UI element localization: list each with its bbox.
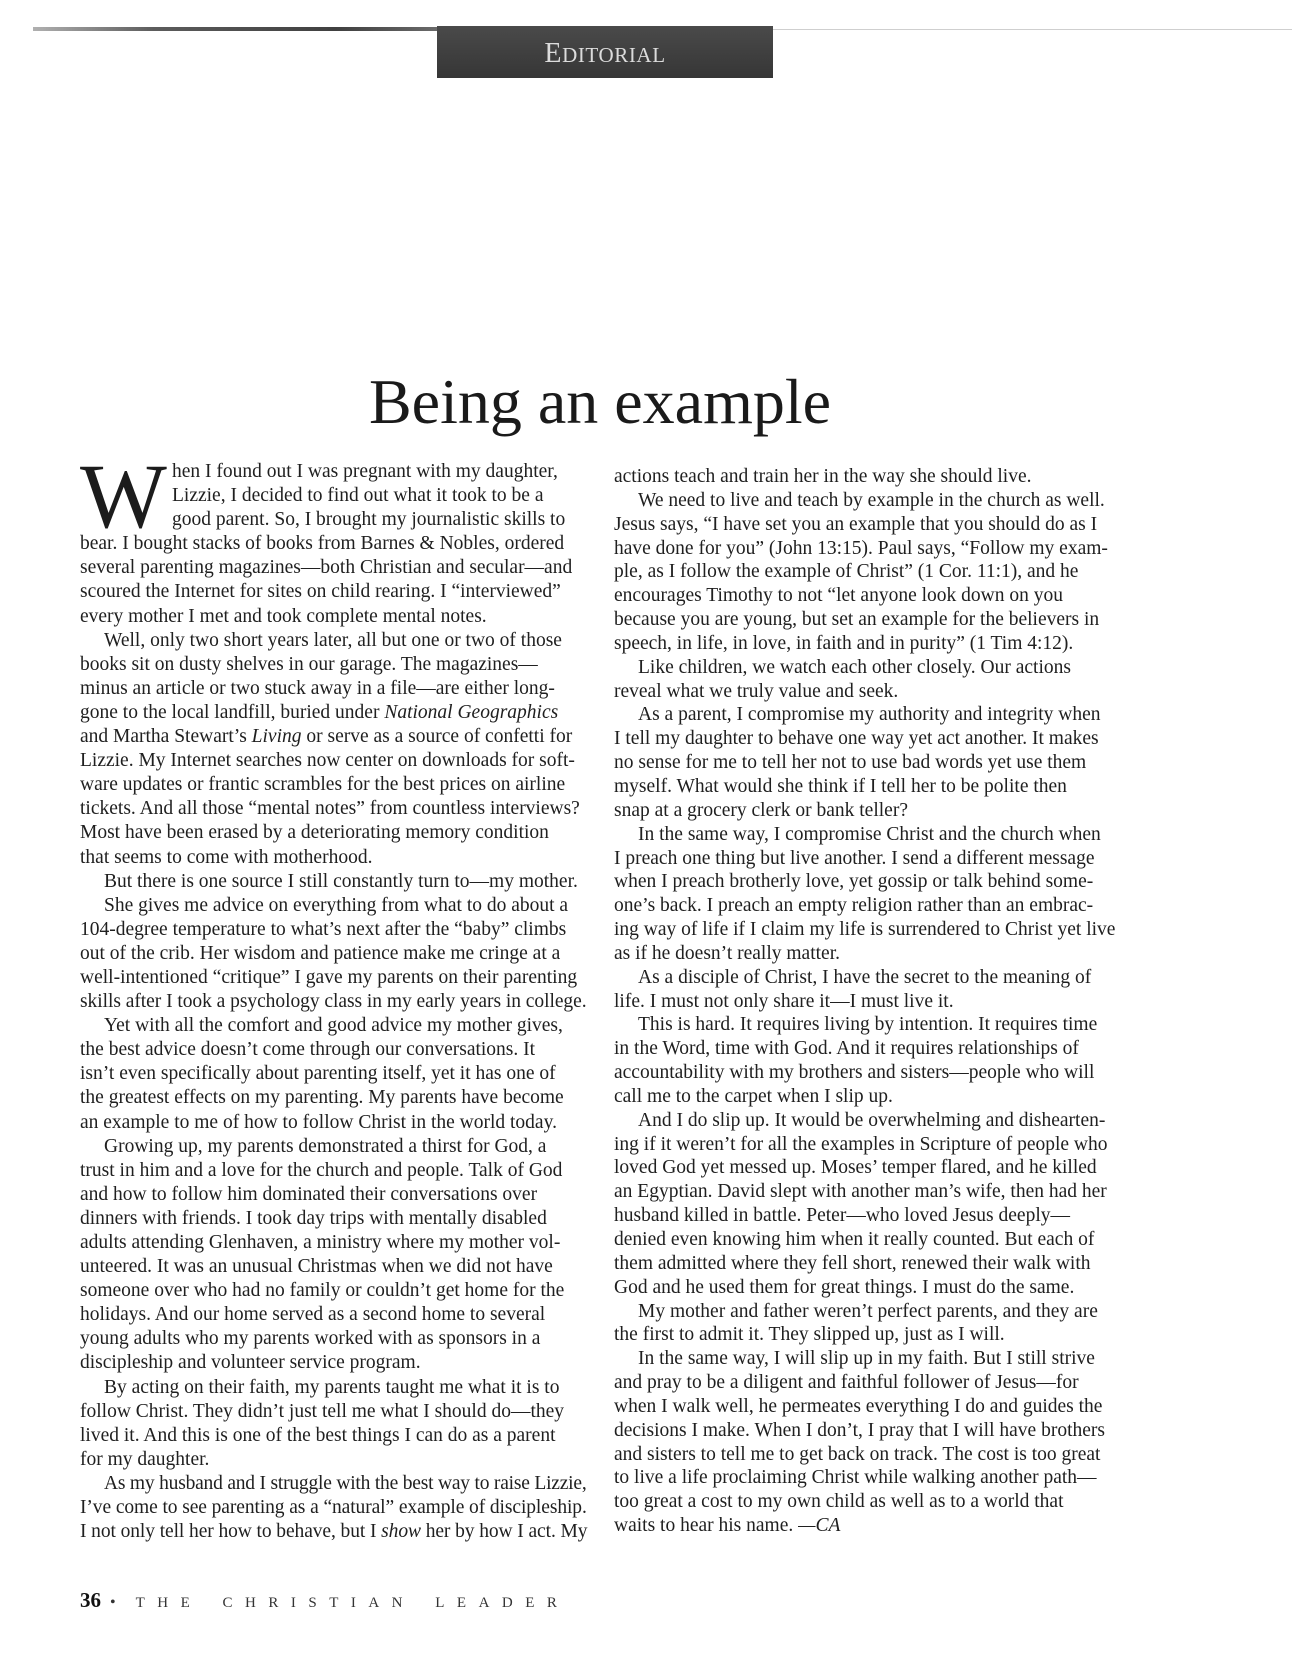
text-line: someone over who had no family or couldn’t get home for the — [80, 1280, 565, 1302]
text-line: reveal what we truly value and seek. — [614, 680, 899, 702]
text-line: because you are young, but set an example for the believers in — [614, 609, 1100, 631]
text-line: Like children, we watch each other closely. Our actions — [638, 656, 1071, 678]
text-line: ing if it weren’t for all the examples in Scripture of people who — [614, 1133, 1108, 1155]
text-segment: I not only tell her how to behave, but I — [80, 1521, 382, 1543]
paragraph — [80, 1014, 588, 1134]
text-line: My mother and father weren’t perfect parents, and they are — [638, 1300, 1098, 1322]
text-line: to live a life proclaiming Christ while walking another path— — [614, 1467, 1097, 1489]
text-line: husband killed in battle. Peter—who loved Jesus deeply— — [614, 1205, 1071, 1227]
text-line: every mother I met and took complete mental notes. — [80, 605, 487, 627]
text-line: As my husband and I struggle with the best way to raise Lizzie, — [104, 1472, 587, 1494]
text-line: unteered. It was an unusual Christmas when we did not have — [80, 1256, 553, 1278]
text-line: decisions I make. When I don’t, I pray that I will have brothers — [614, 1419, 1105, 1441]
text-line: scoured the Internet for sites on child rearing. I “interviewed” — [80, 581, 561, 603]
text-line: I tell my daughter to behave one way yet act another. It makes — [614, 728, 1099, 750]
section-label-box — [437, 26, 773, 78]
text-line: tickets. And all those “mental notes” from countless interviews? — [80, 798, 580, 820]
text-line: As a parent, I compromise my authority and integrity when — [638, 704, 1101, 726]
paragraph — [80, 894, 588, 1014]
text-line: She gives me advice on everything from what to do about a — [104, 894, 569, 916]
text-segment: gone to the local landfill, buried under — [80, 701, 385, 723]
text-line: when I preach brotherly love, yet gossip or talk behind some- — [614, 871, 1094, 893]
text-line: Well, only two short years later, all but one or two of those — [104, 629, 562, 651]
text-line: myself. What would she think if I tell her to be polite then — [614, 775, 1067, 797]
paragraph — [614, 1300, 1122, 1348]
text-line: holidays. And our home served as a second home to several — [80, 1304, 546, 1326]
text-line: I’ve come to see parenting as a “natural” example of discipleship. — [80, 1497, 587, 1519]
paragraph — [80, 870, 588, 894]
text-line: them admitted where they fell short, renewed their walk with — [614, 1252, 1091, 1274]
emphasized-text: National Geographics — [384, 701, 559, 723]
text-line: encourages Timothy to not “let anyone look down on you — [614, 585, 1063, 607]
page-number: 36 — [80, 1588, 101, 1612]
paragraph — [614, 1109, 1122, 1300]
text-line: life. I must not only share it—I must live it. — [614, 990, 954, 1012]
text-line: In the same way, I compromise Christ and the church when — [638, 823, 1101, 845]
text-line: young adults who my parents worked with as sponsors in a — [80, 1328, 541, 1350]
header-rule — [33, 27, 437, 31]
text-line: Lizzie. My Internet searches now center on downloads for soft- — [80, 750, 575, 772]
text-line: dinners with friends. I took day trips with mentally disabled — [80, 1207, 547, 1229]
page-footer — [80, 1588, 569, 1612]
text-line: adults attending Glenhaven, a ministry where my mother vol- — [80, 1232, 561, 1253]
text-line: that seems to come with motherhood. — [80, 846, 373, 868]
text-segment: and Martha Stewart’s — [80, 726, 252, 748]
emphasized-text: Living — [251, 726, 302, 748]
right-column — [614, 465, 1122, 1538]
paragraph — [80, 629, 588, 870]
section-label: EDITORIAL — [544, 38, 666, 69]
paragraph — [614, 966, 1122, 1014]
text-line: minus an article or two stuck away in a file—are either long- — [80, 677, 555, 699]
text-line: This is hard. It requires living by intention. It requires time — [638, 1014, 1098, 1036]
text-line: As a disciple of Christ, I have the secret to the meaning of — [638, 966, 1092, 988]
text-line — [80, 701, 588, 725]
text-line: and how to follow him dominated their conversations over — [80, 1183, 538, 1205]
text-line: books sit on dusty shelves in our garage. The magazines— — [80, 653, 538, 675]
text-line: the best advice doesn’t come through our conversations. It — [80, 1039, 536, 1061]
paragraph — [614, 1347, 1122, 1538]
text-line: follow Christ. They didn’t just tell me what I should do—they — [80, 1400, 565, 1422]
text-line — [80, 725, 588, 749]
text-line: Lizzie, I decided to find out what it took to be a — [172, 485, 544, 507]
text-line: when I walk well, he permeates everything I do and guides the — [614, 1395, 1103, 1417]
text-line: isn’t even specifically about parenting itself, yet it has one of — [80, 1063, 556, 1085]
article-title: Being an example — [368, 366, 832, 437]
text-line: God and he used them for great things. I must do the same. — [614, 1276, 1075, 1298]
paragraph — [614, 465, 1122, 489]
text-line: the first to admit it. They slipped up, just as I will. — [614, 1324, 1005, 1346]
text-segment: her by how I act. My — [420, 1521, 588, 1543]
text-line: well-intentioned “critique” I gave my parents on their parenting — [80, 966, 578, 988]
text-line: hen I found out I was pregnant with my daughter, — [172, 461, 558, 482]
text-line: loved God yet messed up. Moses’ temper flared, and he killed — [614, 1157, 1097, 1179]
text-line: out of the crib. Her wisdom and patience make me cringe at a — [80, 942, 561, 964]
text-line: have done for you” (John 13:15). Paul says, “Follow my exam- — [614, 537, 1108, 559]
text-line: actions teach and train her in the way she should live. — [614, 466, 1032, 487]
paragraph — [614, 823, 1122, 966]
paragraph — [80, 1376, 588, 1472]
paragraph — [614, 1013, 1122, 1108]
text-line: the greatest effects on my parenting. My parents have become — [80, 1087, 564, 1109]
text-line: By acting on their faith, my parents taught me what it is to — [104, 1376, 560, 1398]
header-rule-thin — [773, 29, 1292, 30]
text-line: I preach one thing but live another. I send a different message — [614, 847, 1095, 869]
paragraph — [614, 489, 1122, 656]
text-line: and pray to be a diligent and faithful follower of Jesus—for — [614, 1372, 1079, 1394]
text-line: discipleship and volunteer service program. — [80, 1352, 421, 1374]
text-line: in the Word, time with God. And it requires relationships of — [614, 1038, 1079, 1060]
paragraph — [614, 656, 1122, 704]
text-line: for my daughter. — [80, 1448, 210, 1470]
text-line: lived it. And this is one of the best things I can do as a parent — [80, 1424, 556, 1446]
text-line: several parenting magazines—both Christian and secular—and — [80, 557, 573, 579]
text-line: skills after I took a psychology class in my early years in college. — [80, 991, 587, 1013]
text-line: snap at a grocery clerk or bank teller? — [614, 799, 908, 821]
text-line: an Egyptian. David slept with another man’s wife, then had her — [614, 1181, 1107, 1203]
text-line — [80, 1520, 588, 1544]
drop-cap: W — [80, 445, 167, 547]
text-line: an example to me of how to follow Christ in the world today. — [80, 1111, 557, 1133]
text-line: speech, in life, in love, in faith and in purity” (1 Tim 4:12). — [614, 632, 1074, 654]
text-segment: or serve as a source of confetti for — [301, 726, 573, 748]
text-line: trust in him and a love for the church and people. Talk of God — [80, 1159, 563, 1181]
text-line: bear. I bought stacks of books from Barnes & Nobles, ordered — [80, 533, 565, 555]
text-line: Growing up, my parents demonstrated a thirst for God, a — [104, 1135, 547, 1157]
text-line: 104-degree temperature to what’s next after the “baby” climbs — [80, 918, 567, 940]
text-line: Yet with all the comfort and good advice my mother gives, — [104, 1015, 563, 1037]
left-column — [80, 445, 588, 1544]
text-line: In the same way, I will slip up in my faith. But I still strive — [638, 1348, 1095, 1370]
text-line: But there is one source I still constantly turn to—my mother. — [104, 870, 578, 892]
text-line: call me to the carpet when I slip up. — [614, 1085, 893, 1107]
text-line: no sense for me to tell her not to use bad words yet use them — [614, 752, 1087, 774]
text-line: good parent. So, I brought my journalistic skills to — [172, 509, 566, 531]
paragraph — [614, 703, 1122, 822]
paragraph — [80, 1472, 588, 1544]
text-line — [614, 1514, 1122, 1538]
emphasized-text: —CA — [798, 1515, 841, 1537]
footer-separator: • — [110, 1594, 116, 1611]
paragraph — [80, 1135, 588, 1376]
text-line: ple, as I follow the example of Christ” (1 Cor. 11:1), and he — [614, 561, 1079, 583]
text-line: one’s back. I preach an empty religion rather than an embrac- — [614, 895, 1094, 917]
text-line: Most have been erased by a deteriorating memory condition — [80, 822, 549, 844]
right-column-body — [614, 465, 1122, 1538]
text-line: accountability with my brothers and sisters—people who will — [614, 1062, 1095, 1084]
text-line: and sisters to tell me to get back on track. The cost is too great — [614, 1443, 1101, 1465]
left-column-body — [80, 460, 588, 1544]
text-line: ing way of life if I claim my life is surrendered to Christ yet live — [614, 919, 1116, 941]
publication-name: THE CHRISTIAN LEADER — [135, 1595, 570, 1611]
text-line: ware updates or frantic scrambles for the best prices on airline — [80, 774, 566, 796]
text-line: as if he doesn’t really matter. — [614, 942, 840, 964]
emphasized-text: show — [381, 1521, 421, 1543]
text-segment: waits to hear his name. — [614, 1515, 799, 1537]
text-line: Jesus says, “I have set you an example that you should do as I — [614, 513, 1098, 535]
text-line: too great a cost to my own child as well as to a world that — [614, 1491, 1064, 1513]
text-line: And I do slip up. It would be overwhelming and dishearten- — [638, 1109, 1106, 1131]
text-line: denied even knowing him when it really counted. But each of — [614, 1229, 1095, 1250]
text-line: We need to live and teach by example in the church as well. — [638, 489, 1105, 511]
